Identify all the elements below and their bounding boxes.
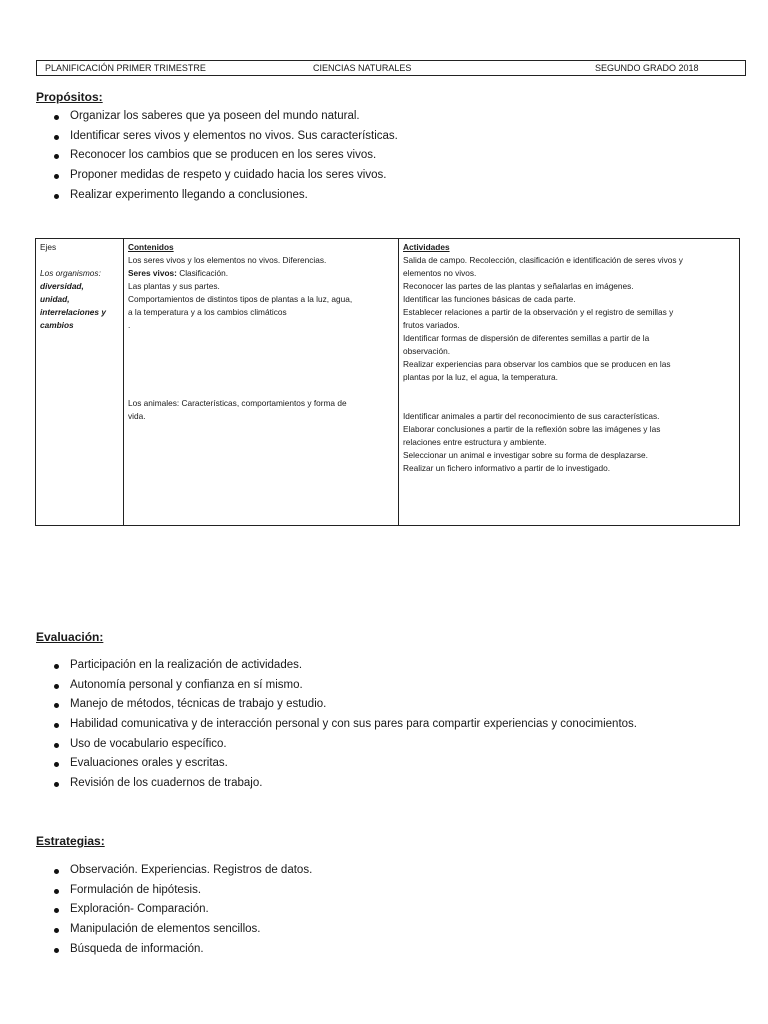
planning-table (35, 238, 740, 526)
actividades-line: Seleccionar un animal e investigar sobre su forma de desplazarse. (403, 450, 648, 460)
actividades-line: Reconocer las partes de las plantas y señalarlas en imágenes. (403, 281, 634, 291)
ejes-line: interrelaciones y (40, 307, 106, 317)
list-item: Identificar seres vivos y elementos no vivos. Sus características. (36, 127, 398, 147)
header-subject-label: CIENCIAS NATURALES (313, 63, 412, 73)
actividades-line: plantas por la luz, el agua, la temperatura. (403, 372, 558, 382)
list-item: Manejo de métodos, técnicas de trabajo y estudio. (36, 695, 637, 715)
evaluacion-title: Evaluación: (36, 630, 104, 644)
actividades-line: Realizar un fichero informativo a partir de lo investigado. (403, 463, 611, 473)
contenidos-line: . (128, 320, 131, 330)
actividades-header: Actividades (403, 242, 450, 252)
actividades-line: Identificar formas de dispersión de diferentes semillas a partir de la (403, 333, 650, 343)
seres-vivos-label: Seres vivos: (128, 268, 177, 278)
list-item: Formulación de hipótesis. (36, 881, 312, 901)
list-item: Observación. Experiencias. Registros de datos. (36, 861, 312, 881)
list-item: Evaluaciones orales y escritas. (36, 754, 637, 774)
list-item: Organizar los saberes que ya poseen del mundo natural. (36, 107, 398, 127)
evaluacion-list (36, 656, 637, 794)
actividades-line: frutos variados. (403, 320, 460, 330)
contenidos-line: Las plantas y sus partes. (128, 281, 220, 291)
actividades-line: Identificar las funciones básicas de cada parte. (403, 294, 576, 304)
list-item: Reconocer los cambios que se producen en los seres vivos. (36, 146, 398, 166)
list-item: Revisión de los cuadernos de trabajo. (36, 774, 637, 794)
header-plan-label: PLANIFICACIÓN PRIMER TRIMESTRE (45, 63, 206, 73)
ejes-column: Ejes Los organismos: diversidad, unidad, interrelaciones y cambios (36, 239, 124, 525)
actividades-line: Establecer relaciones a partir de la observación y el registro de semillas y (403, 307, 674, 317)
contenidos-line: a la temperatura y a los cambios climáticos (128, 307, 287, 317)
ejes-header: Ejes (40, 242, 57, 252)
actividades-line: Salida de campo. Recolección, clasificación e identificación de seres vivos y (403, 255, 683, 265)
document-header (36, 60, 746, 76)
actividades-line: elementos no vivos. (403, 268, 477, 278)
list-item: Autonomía personal y confianza en sí mismo. (36, 676, 637, 696)
list-item: Participación en la realización de actividades. (36, 656, 637, 676)
contenidos-line: Los animales: Características, comportamientos y forma de (128, 398, 347, 408)
contenidos-line: Comportamientos de distintos tipos de plantas a la luz, agua, (128, 294, 353, 304)
list-item: Exploración- Comparación. (36, 900, 312, 920)
contenidos-column (124, 239, 399, 525)
ejes-line: unidad, (40, 294, 70, 304)
contenidos-line: Clasificación. (179, 268, 229, 278)
estrategias-list (36, 861, 312, 959)
contenidos-header: Contenidos (128, 242, 174, 252)
actividades-line: Realizar experiencias para observar los cambios que se producen en las (403, 359, 671, 369)
actividades-line: relaciones entre estructura y ambiente. (403, 437, 547, 447)
list-item: Realizar experimento llegando a conclusiones. (36, 186, 398, 206)
ejes-line: cambios (40, 320, 74, 330)
contenidos-line: vida. (128, 411, 146, 421)
actividades-line: Identificar animales a partir del reconocimiento de sus características. (403, 411, 660, 421)
list-item: Uso de vocabulario específico. (36, 735, 637, 755)
propositos-list (36, 107, 398, 205)
contenidos-line: Los seres vivos y los elementos no vivos. Diferencias. (128, 255, 327, 265)
header-grade-label: SEGUNDO GRADO 2018 (595, 63, 699, 73)
list-item: Manipulación de elementos sencillos. (36, 920, 312, 940)
list-item: Habilidad comunicativa y de interacción personal y con sus pares para compartir experiencias y conocimientos. (36, 715, 637, 735)
list-item: Búsqueda de información. (36, 940, 312, 960)
ejes-intro: Los organismos (40, 268, 99, 278)
actividades-line: Elaborar conclusiones a partir de la reflexión sobre las imágenes y las (403, 424, 661, 434)
actividades-line: observación. (403, 346, 451, 356)
propositos-title: Propósitos: (36, 90, 103, 104)
list-item: Proponer medidas de respeto y cuidado hacia los seres vivos. (36, 166, 398, 186)
ejes-line: diversidad, (40, 281, 84, 291)
actividades-column (399, 239, 739, 525)
estrategias-title: Estrategias: (36, 834, 105, 848)
